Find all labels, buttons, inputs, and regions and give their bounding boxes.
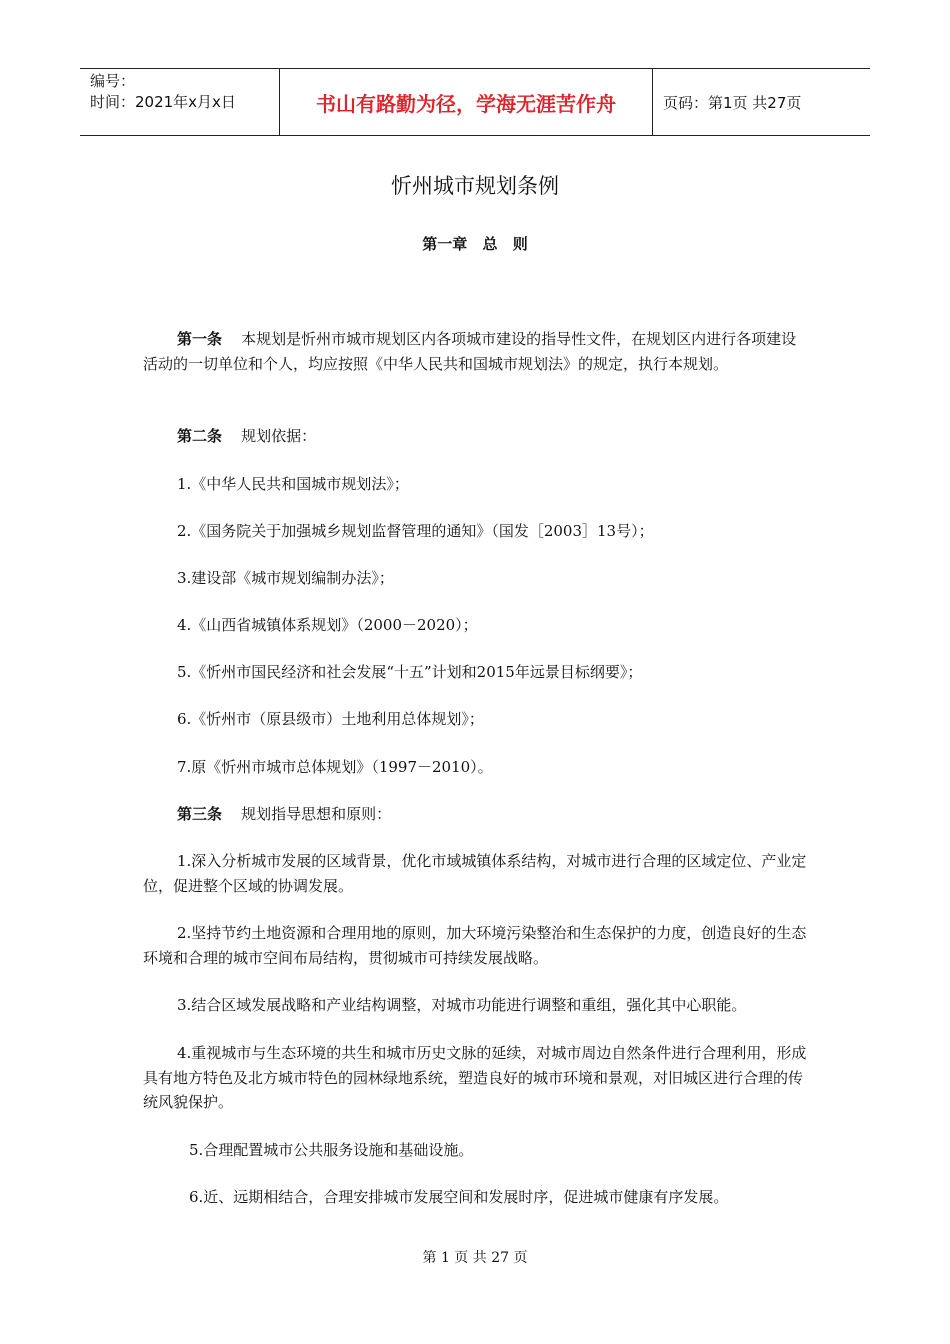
list-item: 5.合理配置城市公共服务设施和基础设施。 xyxy=(189,1141,474,1159)
time-label: 时间：2021年x月x日 xyxy=(90,93,236,111)
list-item: 6.近、远期相结合，合理安排城市发展空间和发展时序，促进城市健康有序发展。 xyxy=(189,1188,729,1206)
list-item: 3.结合区域发展战略和产业结构调整，对城市功能进行调整和重组，强化其中心职能。 xyxy=(177,996,747,1014)
article-2 xyxy=(143,424,808,449)
list-item: 3.建设部《城市规划编制办法》； xyxy=(177,569,394,587)
list-item: 4.《山西省城镇体系规划》（2000－2020）； xyxy=(177,616,478,634)
list-item: 1.《中华人民共和国城市规划法》； xyxy=(177,475,409,493)
list-item: 7.原《忻州市城市总体规划》（1997－2010）。 xyxy=(177,758,493,776)
article-3-label: 第三条 xyxy=(177,805,223,823)
list-item: 4.重视城市与生态环境的共生和城市历史文脉的延续，对城市周边自然条件进行合理利用，形成具有地方特色及北方城市特色的园林绿地系统，塑造良好的城市环境和景观，对旧城区进行合理的传统风貌保护。 xyxy=(143,1044,807,1111)
number-label: 编号： xyxy=(90,72,136,90)
article-2-text: 规划依据： xyxy=(241,427,317,445)
article-1-text: 本规划是忻州市城市规划区内各项城市建设的指导性文件，在规划区内进行各项建设活动的一切单位和个人，均应按照《中华人民共和国城市规划法》的规定，执行本规划。 xyxy=(143,330,797,373)
article-1 xyxy=(143,327,808,376)
list-item: 2.坚持节约土地资源和合理用地的原则，加大环境污染整治和生态保护的力度，创造良好的生态环境和合理的城市空间布局结构，贯彻城市可持续发展战略。 xyxy=(143,924,807,967)
list-item: 6.《忻州市（原县级市）土地利用总体规划》； xyxy=(177,710,484,728)
list-item: 2.《国务院关于加强城乡规划监督管理的通知》（国发［2003］13号）； xyxy=(177,522,654,540)
list-item: 5.《忻州市国民经济和社会发展“十五”计划和2015年远景目标纲要》； xyxy=(177,663,643,681)
page-header xyxy=(80,68,870,136)
header-page-info: 页码：第1页 共27页 xyxy=(663,93,802,112)
article-3 xyxy=(143,802,808,827)
chapter-title: 第一章 总 则 xyxy=(422,235,528,253)
page-footer: 第 1 页 共 27 页 xyxy=(422,1250,528,1266)
article-2-label: 第二条 xyxy=(177,427,223,445)
header-motto: 书山有路勤为径，学海无涯苦作舟 xyxy=(280,69,653,135)
article-3-text: 规划指导思想和原则： xyxy=(241,805,392,823)
doc-title: 忻州城市规划条例 xyxy=(391,174,559,198)
list-item: 1.深入分析城市发展的区域背景，优化市域城镇体系结构，对城市进行合理的区域定位、产业定位，促进整个区域的协调发展。 xyxy=(143,852,807,895)
header-meta xyxy=(80,69,280,135)
article-1-label: 第一条 xyxy=(177,330,223,348)
